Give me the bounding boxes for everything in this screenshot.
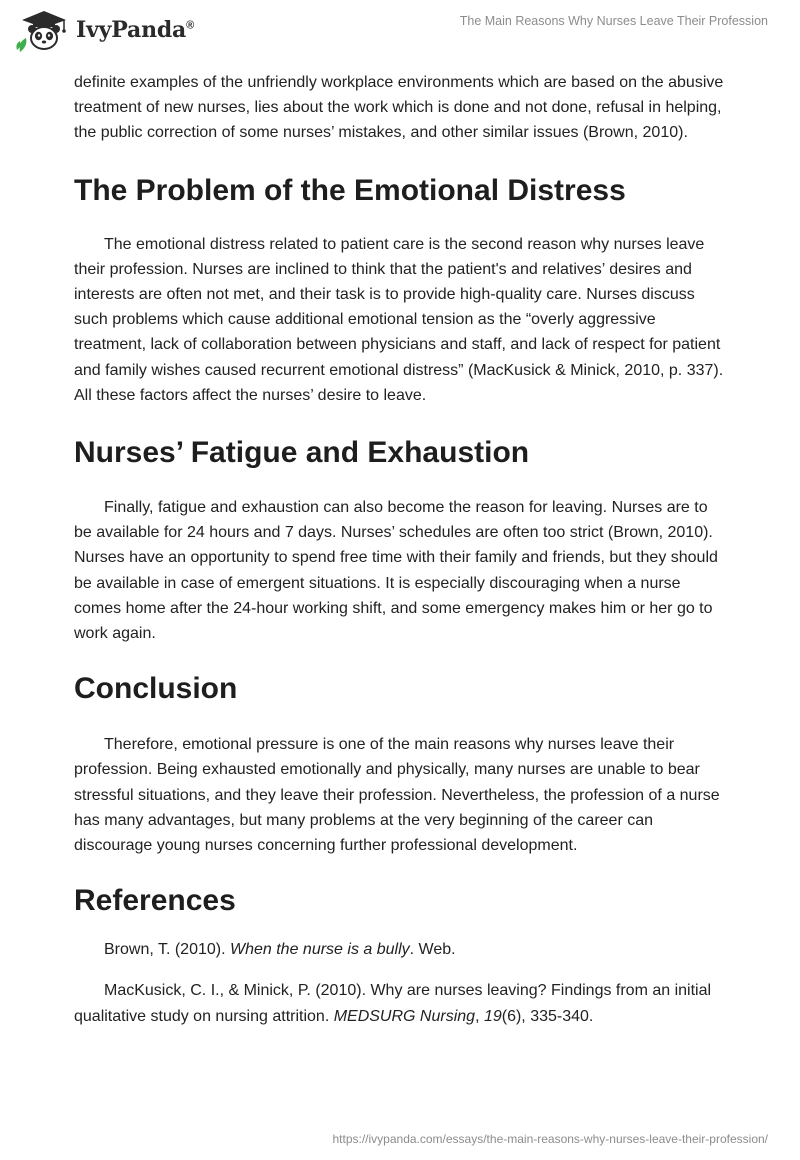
reference-mackusick-journal: MEDSURG Nursing — [333, 1007, 476, 1025]
essay-body — [74, 70, 728, 1045]
reference-brown — [74, 937, 728, 962]
document-title: The Main Reasons Why Nurses Leave Their Profession — [459, 14, 768, 28]
reference-mackusick-sep: , — [475, 1007, 484, 1025]
heading-references: References — [74, 884, 236, 918]
registered-mark: ® — [186, 19, 195, 32]
logo-name: IvyPanda — [76, 17, 187, 43]
heading-emotional-distress: The Problem of the Emotional Distress — [74, 173, 626, 207]
reference-mackusick-volume: 19 — [483, 1007, 502, 1025]
source-url[interactable]: https://ivypanda.com/essays/the-main-reasons-why-nurses-leave-their-profession/ — [332, 1132, 768, 1146]
reference-mackusick-body: MacKusick, C. I., & Minick, P. (2010). Why are nurses leaving? Findings from an initial qualitative study on nursing attrition. — [74, 982, 712, 1025]
ivypanda-logo[interactable] — [14, 8, 194, 52]
paragraph-emotional-distress: The emotional distress related to patient care is the second reason why nurses leave their profession. Nurses are inclined to think that the patient's and relatives’ desires and interests are often not met, and their task is to provide high-quality care. Nurses discuss such problems which cause additional emotional tension as the “overly aggressive treatment, lack of collaboration between physicians and staff, and lack of respect for patient and family wishes caused recurrent emotional distress” (MacKusick & Minick, 2010, p. 337). All these factors affect the nurses’ desire to leave. — [74, 235, 724, 404]
reference-brown-title: When the nurse is a bully — [229, 941, 410, 959]
panda-graduate-icon — [14, 8, 70, 52]
reference-mackusick-tail: (6), 335-340. — [501, 1007, 594, 1025]
reference-brown-tail: . Web. — [409, 941, 456, 959]
reference-brown-author: Brown, T. (2010). — [104, 941, 230, 959]
paragraph-fatigue-exhaustion: Finally, fatigue and exhaustion can also become the reason for leaving. Nurses are to be available for 24 hours and 7 days. Nurses’ schedules are often too strict (Brown, 2010). Nurses have an opportunity to spend free time with their family and friends, but they should be available in case of emergent situations. It is especially discouraging when a nurse comes home after the 24-hour working shift, and some emergency makes him or her go to work again. — [74, 499, 718, 643]
heading-fatigue-exhaustion: Nurses’ Fatigue and Exhaustion — [74, 436, 530, 470]
paragraph-conclusion: Therefore, emotional pressure is one of the main reasons why nurses leave their profession. Being exhausted emotionally and physically, many nurses are unable to bear stressful situations, and they leave their profession. Nevertheless, the profession of a nurse has many advantages, but many problems at the very beginning of the career can discourage young nurses concerning further professional development. — [74, 736, 720, 855]
intro-paragraph: definite examples of the unfriendly workplace environments which are based on the abusive treatment of new nurses, lies about the work which is done and not done, refusal in helping, the public correction of some nurses’ mistakes, and other similar issues (Brown, 2010). — [74, 74, 724, 142]
reference-mackusick — [74, 978, 728, 1028]
page-header — [0, 0, 800, 60]
heading-conclusion: Conclusion — [74, 672, 238, 706]
logo-text — [76, 17, 194, 43]
